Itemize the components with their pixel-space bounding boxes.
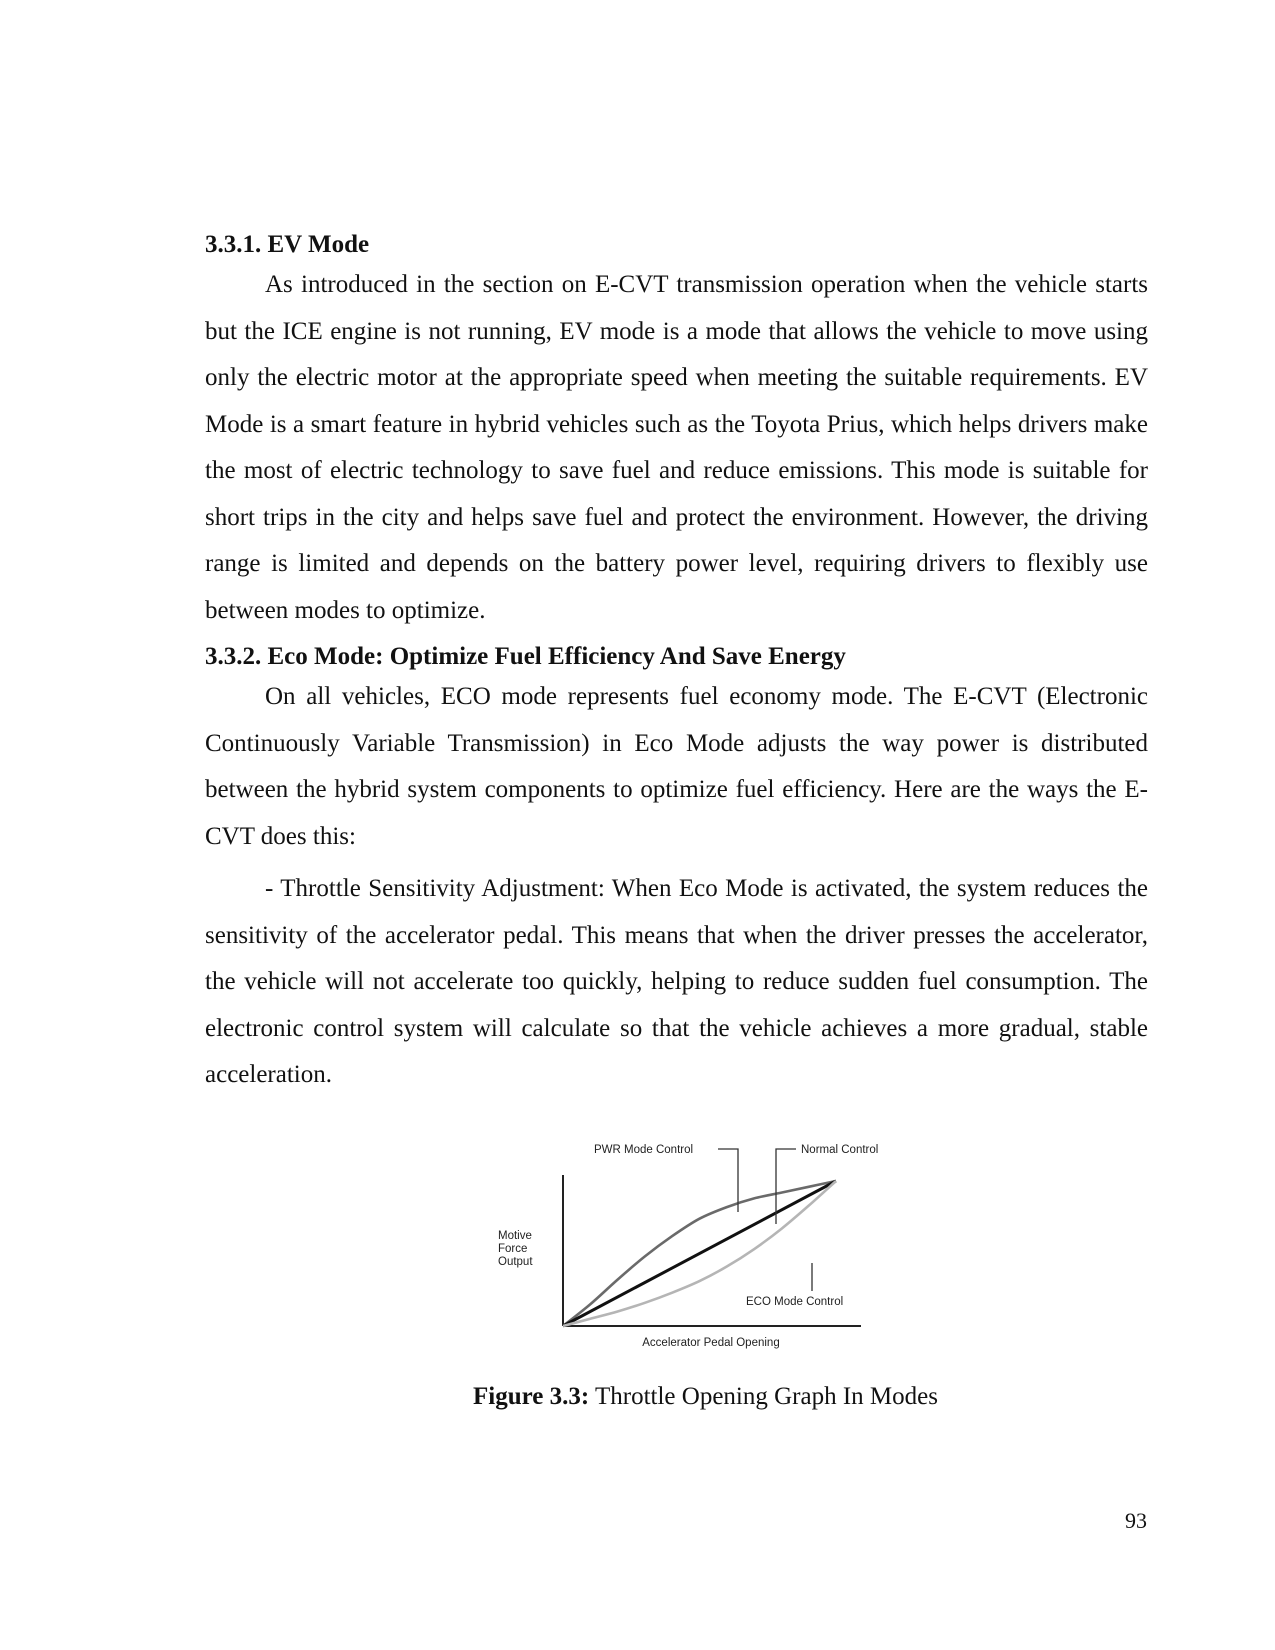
paragraph-ev-mode: As introduced in the section on E-CVT transmission operation when the vehicle starts but the ICE engine is not running, EV mode is a mode that allows the vehicle to move using only the electric motor at the appropriate speed when meeting the suitable requirements. EV Mode is a smart feature in hybrid vehicles such as the Toyota Prius, which helps drivers make the most of electric technology to save fuel and reduce emissions. This mode is suitable for short trips in the city and helps save fuel and protect the environment. However, the driving range is limited and depends on the battery power level, requiring drivers to flexibly use between modes to optimize. xyxy=(205,271,1148,624)
paragraph-throttle-sensitivity: - Throttle Sensitivity Adjustment: When Eco Mode is activated, the system reduces the sensitivity of the accelerator pedal. This means that when the driver presses the accelerator, the vehicle will not accelerate too quickly, helping to reduce sudden fuel consumption. The electronic control system will calculate so that the vehicle achieves a more gradual, stable acceleration. xyxy=(205,875,1148,1088)
figure-label: Figure 3.3: xyxy=(473,1383,590,1410)
y-axis-label-line: Motive xyxy=(498,1230,532,1242)
y-axis-label-line: Force xyxy=(498,1243,528,1255)
legend-label-normal: Normal Control xyxy=(801,1144,879,1156)
paragraph-eco-intro: On all vehicles, ECO mode represents fuel economy mode. The E-CVT (Electronic Continuously Variable Transmission) in Eco Mode adjusts the way power is distributed between the hybrid system components to optimize fuel efficiency. Here are the ways the E-CVT does this: xyxy=(205,683,1148,850)
figure-caption xyxy=(0,1380,1275,1414)
page-number: 93 xyxy=(1125,1508,1147,1533)
section-heading-ev-mode: 3.3.1. EV Mode xyxy=(205,231,370,258)
y-axis-label-line: Output xyxy=(498,1256,533,1268)
legend-label-pwr-mode: PWR Mode Control xyxy=(594,1144,694,1156)
section-heading-eco-mode: 3.3.2. Eco Mode: Optimize Fuel Efficiency And Save Energy xyxy=(205,643,846,670)
chart-svg xyxy=(486,1133,942,1351)
figure-caption-text: Throttle Opening Graph In Modes xyxy=(595,1383,938,1410)
x-axis-label: Accelerator Pedal Opening xyxy=(642,1337,780,1349)
throttle-opening-chart xyxy=(486,1133,942,1351)
page-body xyxy=(205,228,1148,1099)
callout-pwr-mode xyxy=(718,1149,738,1212)
legend-label-eco-mode: ECO Mode Control xyxy=(746,1296,844,1308)
